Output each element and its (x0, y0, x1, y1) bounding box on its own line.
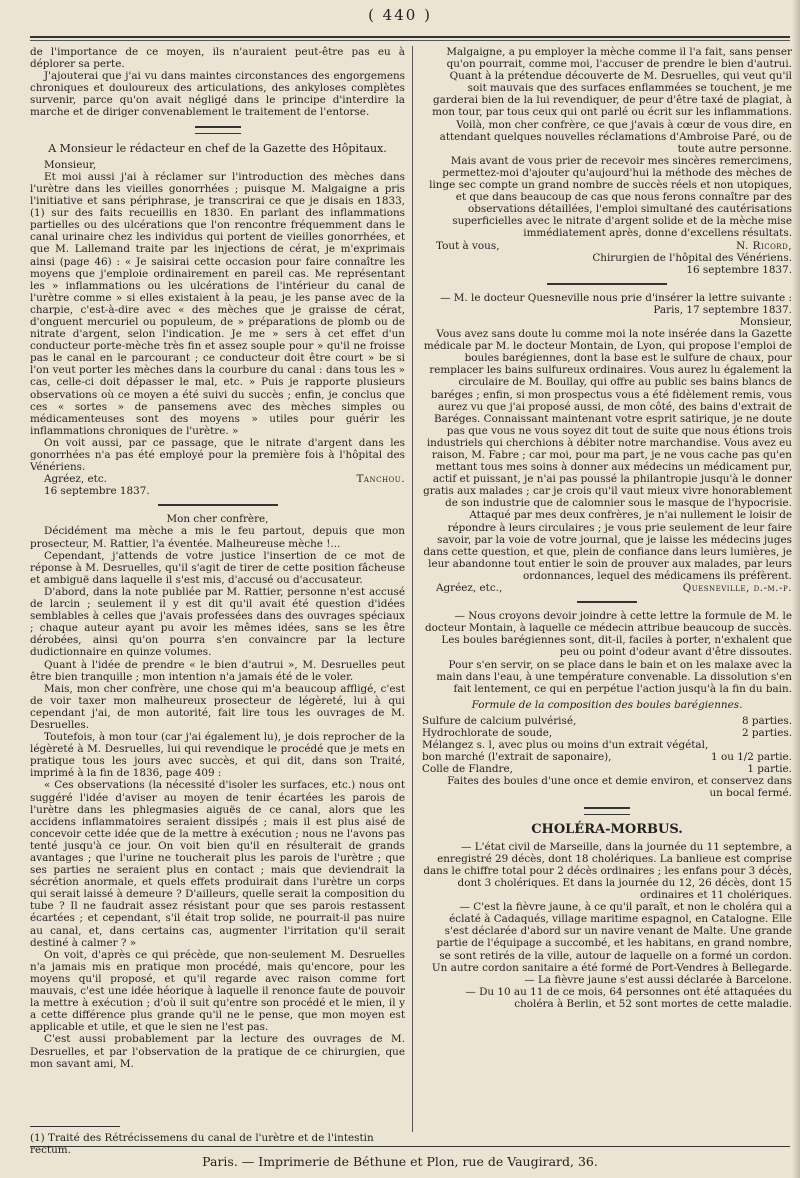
right-column (422, 46, 792, 1010)
date: 16 septembre 1837. (44, 485, 150, 498)
imprint: Paris. — Imprimerie de Béthune et Plon, rue de Vaugirard, 36. (202, 1154, 598, 1169)
paragraph: Pour s'en servir, on se place dans le bain et on les malaxe avec la main dans l'eau, à une température convenable. La dissolution s'en fait lentement, ce qui en perpétue l'action jusqu'à la fin du bain. (436, 658, 792, 695)
formula-row (422, 763, 792, 775)
left-column (30, 46, 405, 1070)
formula-item: Sulfure de calcium pulvérisé, (422, 714, 577, 727)
page-edge-shadow (792, 0, 800, 1178)
header-rule-thin (30, 40, 790, 41)
formula-title: Formule de la composition des boules barégiennes. (471, 698, 743, 711)
paragraph: D'abord, dans la note publiée par M. Rattier, personne n'est accusé de larcin ; seulement il y est dit qu'il avait été question d'idées semblables à celles que j'avais professées dans des ouvrages spéciaux ; chaque auteur ayant pu avoir les mêmes idées, sans se les être dérobées, ainsi qu'on pourra s'en convaincre par la lecture dudictionnaire en quinze volumes. (30, 585, 405, 659)
signature: N. Ricord, (736, 239, 792, 252)
paragraph: « Ces observations (la nécessité d'isoler les surfaces, etc.) nous ont suggéré l'idée d'aviser au moyen de tenir écartées les parois de l'urètre dans les phlegmasies aiguës de ce canal, alors que les accidens inflammatoires seraient dissipés ; mais il est plus aisé de concevoir cette idée que de la mettre à exécution ; nous ne l'avons pas tenté jusqu'à ce jour. On voit bien qu'il en résulterait de grands avantages ; que l'urine ne toucherait plus les parois de l'urètre ; que ses parties ne seraient plus en contact ; mais que deviendrait la sécrétion anormale, et quels effets produirait dans l'urètre un corps qui serait laissé à demeure ? D'ailleurs, quelle serait la composition du tube ? Il ne faudrait assez résistant pour que ses parois restassent écartées ; et cependant, s'il était trop solide, ne pourrait-il pas nuire au canal, et, dans certains cas, augmenter l'irritation qu'il serait destiné à calmer ? » (30, 779, 405, 949)
paragraph: J'ajouterai que j'ai vu dans maintes circonstances des engorgemens chroniques et douloureux des articulations, des ankyloses complètes survenir, parce qu'on avait négligé dans le principe d'interdire la marche et de diriger convenablement le traitement de l'entorse. (30, 70, 405, 119)
ornament-divider (422, 806, 792, 818)
paragraph: Malgaigne, a pu employer la mèche comme il l'a fait, sans penser qu'on pourrait, comme moi, l'accuser de prendre le bien d'autrui. (446, 46, 792, 71)
date: 16 septembre 1837. (686, 263, 792, 276)
signature-block (30, 473, 405, 485)
paragraph: — L'état civil de Marseille, dans la journée du 11 septembre, a enregistré 29 décès, dont 18 cholériques. La banlieue est comprise dans le chiffre total pour 2 décès ordinaires ; les enfans pour 3 décès, dont 3 cholériques. Et dans la journée du 12, 26 décès, dont 15 ordinaires et 11 cholériques. (423, 840, 792, 902)
paragraph: Cependant, j'attends de votre justice l'insertion de ce mot de réponse à M. Desruelles, qu'il s'agit de tirer de cette position fâcheuse et ambiguë dans laquelle il s'est mis, d'accusé ou d'accusateur. (30, 549, 405, 586)
salutation: Monsieur, (739, 315, 792, 328)
paragraph: Décidément ma mèche a mis le feu partout, depuis que mon prosecteur, M. Rattier, l'a éventée. Malheureuse mèche !... (30, 525, 405, 550)
paragraph: de l'importance de ce moyen, ils n'auraient peut-être pas eu à déplorer sa perte. (30, 46, 405, 71)
paragraph: Vous avez sans doute lu comme moi la note insérée dans la Gazette médicale par M. le docteur Montain, de Lyon, qui propose l'emploi de boules barégiennes, dont la base est le sulfure de chaux, pour remplacer les bains sulfureux ordinaires. Vous aurez lu également la circulaire de M. Boullay, qui offre au public ses bains blancs de baréges ; enfin, si mon prospectus vous a été fidèlement remis, vous aurez vu que j'ai proposé aussi, de mon côté, des bains d'extrait de Baréges. Connaissant maintenant votre esprit satirique, je ne doute pas que vous ne vous soyez dit tout de suite que nous étions trois industriels qui cherchions à débiter notre marchandise. Vous avez eu raison, M. Fabre ; car moi, pour ma part, je ne vous cache pas qu'en mettant tous mes soins à donner aux médecins un médicament pur, actif et puissant, je n'ai pas poussé la philantropie jusqu'à le donner gratis aux malades ; car je crois qu'il vaut mieux vivre honorablement de son industrie que de calomnier sous le masque de l'hypocrisie. (423, 328, 792, 510)
section-rule (158, 504, 278, 506)
paragraph: — M. le docteur Quesneville nous prie d'insérer la lettre suivante : (440, 291, 792, 304)
formula-qty: 1 partie. (747, 763, 792, 776)
paragraph: Mais, mon cher confrère, une chose qui m'a beaucoup affligé, c'est de voir taxer mon malheureux prosecteur de légèreté, lui à qui cependant j'ai, de mon autorité, fait lire tous les ouvrages de M. Desruelles. (30, 682, 405, 731)
formula-qty: 8 parties. (741, 714, 792, 727)
paragraph: Attaqué par mes deux confrères, je n'ai nullement le loisir de répondre à leurs circulaires ; je vous prie seulement de leur faire savoir, par la voie de votre journal, que je laisse les médecins juges dans cette question, et que, plein de confiance dans leurs lumières, je leur abandonne tout entier le soin de prouver aux malades, par leurs ordonnances, lequel des médicamens ils préfèrent. (423, 509, 792, 582)
formula-qty: 1 ou 1/2 partie. (711, 751, 792, 764)
footer-rule (30, 1146, 790, 1147)
closing: Agréez, etc. (44, 473, 107, 486)
section-rule (577, 601, 637, 603)
section-rule (547, 283, 667, 285)
formula-list (422, 715, 792, 775)
formula-item: Mélangez s. l, avec plus ou moins d'un extrait végétal, (422, 739, 709, 752)
footnote: (1) Traité des Rétrécissemens du canal de l'urètre et de l'intestin rectum. (30, 1132, 374, 1156)
closing: Tout à vous, (436, 239, 500, 252)
salutation: Mon cher confrère, (166, 513, 269, 526)
signature-title: Chirurgien de l'hôpital des Vénériens. (592, 251, 792, 264)
paragraph: Et moi aussi j'ai à réclamer sur l'introduction des mèches dans l'urètre dans les vieilles gonorrhées ; puisque M. Malgaigne a pris l'initiative et sans périphrase, je transcrirai ce que je disais en 1833, (1) sur des faits recueillis en 1830. En parlant des inflammations partielles ou des ulcérations que l'on rencontre fréquemment dans le canal urinaire chez les individus qui portent de vieilles gonorrhées, et que M. Lallemand traite par les injections de cérat, je m'exprimais ainsi (page 46) : « Je saisirai cette occasion pour faire connaître les moyens que j'emploie ordinairement en pareil cas. Me représentant les » inflammations ou les ulcérations de l'intérieur du canal de l'urètre comme » si elles existaient à la peau, je les panse avec de la charpie, c'est-à-dire avec « des mèches que je graisse de cérat, d'onguent mercuriel ou populeum, de » préparations de plomb ou de nitrate d'argent, selon l'indication. Je me » sers à cet effet d'un conducteur porte-mèche très fin et assez souple pour » qu'il ne froisse pas le canal en le parcourant ; ce conducteur doit être court » be si l'on veut porter les mèches dans la courbure du canal : dans tous les » cas, celle-ci doit dépasser le mal, etc. » Puis je rapporte plusieurs observations où ce moyen a été suivi du succès ; enfin, je conclus que ces « sortes » de pansemens avec des mèches simples ou médicamenteuses sont des moyens » utiles pour guérir les inflammations chroniques de l'urètre. » (30, 170, 405, 437)
paragraph: Faites des boules d'une once et demie environ, et conservez dans un bocal fermé. (447, 775, 792, 800)
paragraph: Mais avant de vous prier de recevoir mes sincères remercimens, permettez-moi d'ajouter qu'aujourd'hui la méthode des mèches de linge sec compte un grand nombre de succès réels et non utopiques, et que dans beaucoup de cas que nous ferons connaître par des observations détaillées, l'emploi simultané des cautérisations superficielles avec le nitrate d'argent solide et de la mèche mise immédiatement après, donne d'excellens résultats. (429, 154, 792, 240)
paragraph: C'est aussi probablement par la lecture des ouvrages de M. Desruelles, et par l'observation de la pratique de ce chirurgien, que mon savant ami, M. (30, 1033, 405, 1070)
paragraph: On voit aussi, par ce passage, que le nitrate d'argent dans les gonorrhées n'a pas été employé pour la première fois à l'hôpital des Vénériens. (30, 436, 405, 474)
signature-block (422, 240, 792, 252)
formula-item: bon marché (l'extrait de saponaire), (422, 751, 612, 764)
signature-block (422, 582, 792, 594)
paragraph: Toutefois, à mon tour (car j'ai également lu), je dois reprocher de la légèreté à M. Desruelles, lui qui revendique le procédé que je mets en pratique tous les jours avec succès, et qui dit, dans son Traité, imprimé à la fin de 1836, page 409 : (30, 731, 405, 780)
formula-item: Colle de Flandre, (422, 763, 513, 776)
paragraph: — C'est la fièvre jaune, à ce qu'il paraît, et non le choléra qui a éclaté à Cadaqués, village maritime espagnol, en Catalogne. Elle s'est déclarée d'abord sur un navire venant de Malte. Une grande partie de l'équipage a succombé, et les habitans, en grand nombre, se sont retirés de la ville, autour de laquelle on a formé un cordon. Un autre cordon sanitaire a été formé de Port-Vendres à Bellegarde. (431, 901, 792, 974)
signature: Quesneville, d.-m.-p. (682, 582, 792, 595)
paragraph: Les boules barégiennes sont, dit-il, faciles à porter, n'exhalent que peu ou point d'odeur avant d'être dissoutes. (441, 634, 792, 659)
paragraph: Quant à la prétendue découverte de M. Desruelles, qui veut qu'il soit mauvais que des surfaces enflammées se touchent, je me garderai bien de la lui revendiquer, de peur d'être taxé de plagiat, à mon tour, par tous ceux qui ont parlé ou écrit sur les inflammations. (432, 70, 792, 119)
formula-row (422, 715, 792, 727)
paragraph: — Nous croyons devoir joindre à cette lettre la formule de M. le docteur Montain, à laquelle ce médecin attribue beaucoup de succès. (424, 610, 792, 635)
paragraph: Voilà, mon cher confrère, ce que j'avais à cœur de vous dire, en attendant quelques nouvelles réclamations d'Ambroise Paré, ou de toute autre personne. (439, 118, 792, 155)
footnote-rule (30, 1126, 120, 1127)
paragraph: — Du 10 au 11 de ce mois, 64 personnes ont été attaquées du choléra à Berlin, et 52 sont mortes de cette maladie. (465, 985, 792, 1010)
signature: Tanchou. (356, 473, 405, 486)
paragraph: On voit, d'après ce qui précède, que non-seulement M. Desruelles n'a jamais mis en pratique mon procédé, mais qu'encore, pour les moyens qu'il proposé, et qu'il regarde avec raison comme fort mauvais, c'est une idée héorique à laquelle il renonce faute de pouvoir la mettre à exécution ; d'où il suit qu'entre son procédé et le mien, il y a cette différence plus grande qu'il ne le pense, que mon moyen est applicable et utile, et que le sien ne l'est pas. (30, 948, 405, 1034)
paragraph: Quant à l'idée de prendre « le bien d'autrui », M. Desruelles peut être bien tranquille ; mon intention n'a jamais été de le voler. (30, 658, 405, 683)
ornament-divider (30, 125, 405, 137)
formula-item: Hydrochlorate de soude, (422, 726, 553, 739)
formula-row (422, 751, 792, 763)
date: Paris, 17 septembre 1837. (653, 303, 792, 316)
section-title: CHOLÉRA-MORBUS. (531, 821, 683, 837)
formula-row (422, 739, 792, 751)
column-divider (412, 46, 413, 1132)
formula-row (422, 727, 792, 739)
header-rule (30, 36, 790, 38)
letter-heading: A Monsieur le rédacteur en chef de la Gazette des Hôpitaux. (48, 141, 387, 155)
formula-qty: 2 parties. (741, 726, 792, 739)
closing: Agréez, etc., (436, 582, 503, 595)
page-number: ( 440 ) (368, 6, 432, 24)
paragraph: — La fièvre jaune s'est aussi déclarée à Barcelone. (524, 973, 792, 986)
salutation: Monsieur, (44, 158, 97, 171)
